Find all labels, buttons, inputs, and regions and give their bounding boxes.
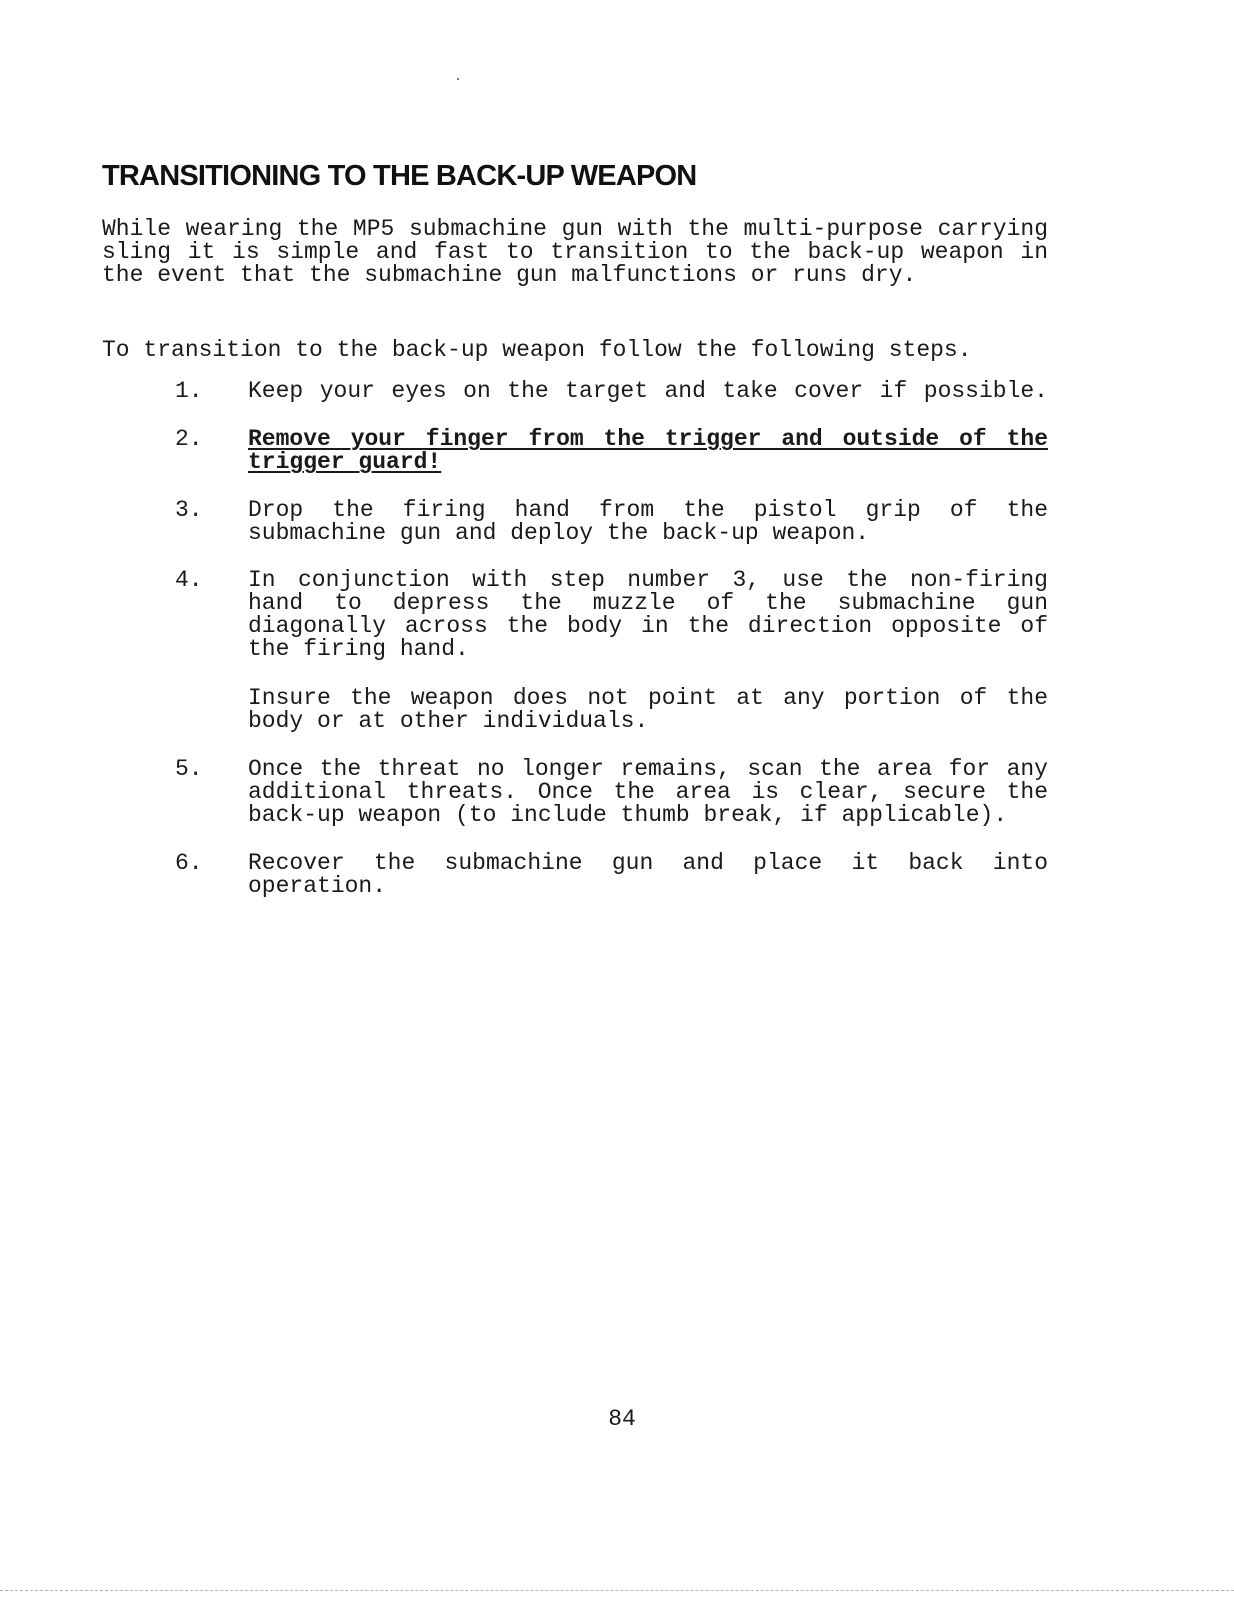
page-title: TRANSITIONING TO THE BACK-UP WEAPON [102,160,697,192]
step-text: Once the threat no longer remains, scan the area for any additional threats. Once the area is clear, secure the back-up weapon (to include thumb break, if applicable). [248,756,1048,828]
step-number: 1. [175,378,203,404]
scan-edge-line [0,1590,1234,1591]
step-text: Recover the submachine gun and place it back into operation. [248,850,1048,899]
intro-paragraph: While wearing the MP5 submachine gun with the multi-purpose carrying sling it is simple and fast to transition to the back-up weapon in the event that the submachine gun malfunctions or runs dry. [102,216,1048,288]
step-text: In conjunction with step number 3, use the non-firing hand to depress the muzzle of the submachine gun diagonally across the body in the direction opposite of the firing hand. [248,567,1048,662]
lead-sentence: To transition to the back-up weapon follow the following steps. [102,337,972,363]
page-number: 84 [608,1406,636,1432]
step-number: 3. [175,497,203,523]
step-number: 6. [175,850,203,876]
scan-speck [457,78,459,80]
step-number: 2. [175,426,203,452]
step-text: Drop the firing hand from the pistol grip of the submachine gun and deploy the back-up weapon. [248,497,1048,546]
step-warning-text: Remove your finger from the trigger and outside of the trigger guard! [248,426,1048,475]
step-number: 4. [175,567,203,593]
step-number: 5. [175,756,203,782]
step-note: Insure the weapon does not point at any portion of the body or at other individuals. [248,685,1048,734]
step-text: Keep your eyes on the target and take cover if possible. [248,378,1048,404]
